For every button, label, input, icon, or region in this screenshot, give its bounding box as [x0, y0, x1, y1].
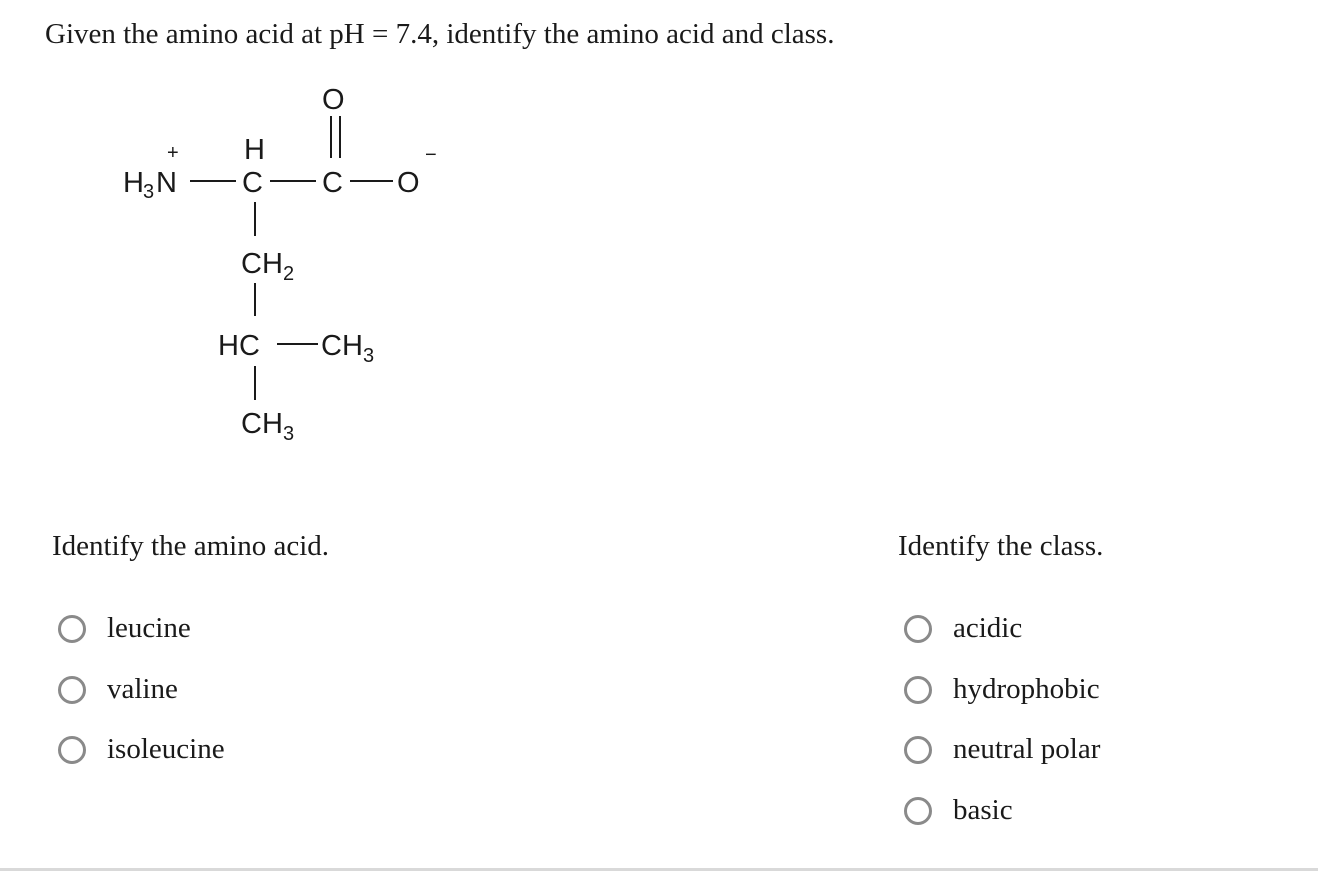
option-label: isoleucine	[107, 733, 225, 765]
radio-button[interactable]	[904, 797, 932, 825]
structure-diagram	[110, 80, 470, 460]
charge-plus: +	[167, 142, 179, 164]
bottom-divider	[0, 868, 1318, 871]
carbonyl-c-label: C	[322, 167, 343, 199]
hc-label: HC	[218, 330, 260, 362]
ch2-label: CH	[241, 248, 283, 280]
radio-button[interactable]	[904, 676, 932, 704]
option-label: leucine	[107, 612, 191, 644]
charge-minus: −	[425, 144, 437, 166]
amino-acid-structure	[110, 80, 470, 465]
alpha-h-label: H	[244, 134, 265, 166]
option-basic[interactable]	[904, 790, 1100, 851]
methyl-right-subscript: 3	[363, 345, 375, 367]
option-label: neutral polar	[953, 733, 1101, 765]
alpha-c-label: C	[242, 167, 263, 199]
radio-button[interactable]	[58, 676, 86, 704]
methyl-right-label: CH	[321, 330, 363, 362]
class-prompt: Identify the class.	[898, 530, 1104, 562]
option-acidic[interactable]	[904, 608, 1100, 669]
option-leucine[interactable]	[58, 608, 225, 669]
radio-button[interactable]	[904, 615, 932, 643]
option-label: valine	[107, 672, 178, 705]
methyl-bottom-subscript: 3	[283, 423, 295, 445]
question-text: Given the amino acid at pH = 7.4, identify the amino acid and class.	[45, 18, 835, 50]
ch2-subscript: 2	[283, 263, 295, 285]
carbonyl-o-label: O	[322, 84, 345, 116]
option-valine[interactable]	[58, 669, 225, 730]
option-label: basic	[953, 793, 1013, 826]
option-label: hydrophobic	[953, 672, 1100, 705]
option-isoleucine[interactable]	[58, 729, 225, 790]
amino-acid-prompt: Identify the amino acid.	[52, 530, 330, 562]
radio-button[interactable]	[58, 736, 86, 764]
methyl-bottom-label: CH	[241, 408, 283, 440]
class-options	[904, 608, 1100, 850]
option-neutral-polar[interactable]	[904, 729, 1100, 790]
radio-button[interactable]	[58, 615, 86, 643]
radio-button[interactable]	[904, 736, 932, 764]
amine-h-label: H	[123, 167, 144, 199]
carboxylate-o-label: O	[397, 167, 420, 199]
option-hydrophobic[interactable]	[904, 669, 1100, 730]
amine-subscript: 3	[143, 181, 155, 203]
option-label: acidic	[953, 612, 1023, 644]
amine-n-label: N	[156, 167, 177, 199]
amino-acid-options	[58, 608, 225, 790]
